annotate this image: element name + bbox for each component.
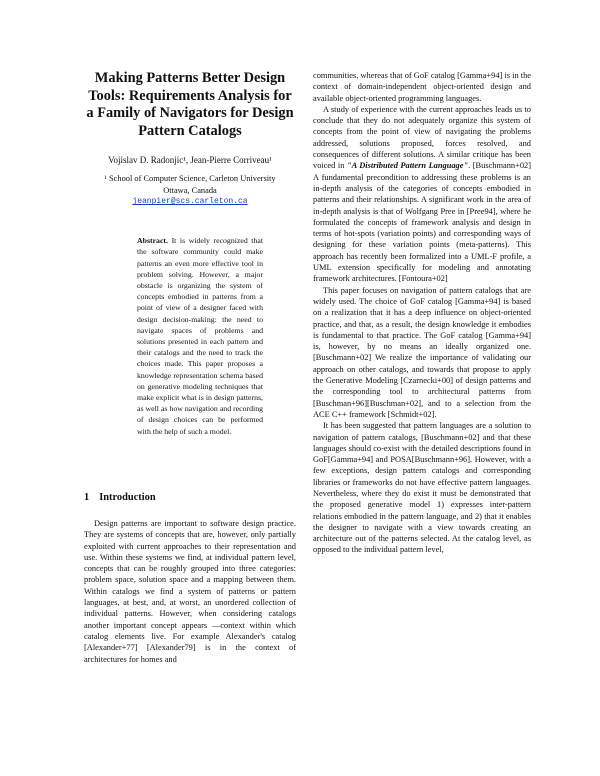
abstract-label: Abstract. bbox=[137, 236, 168, 246]
affiliation bbox=[84, 173, 296, 207]
paper-title: Making Patterns Better Design Tools: Requirements Analysis for a Family of Navigators for Design Pattern Catalogs bbox=[86, 70, 294, 139]
right-column bbox=[313, 70, 531, 556]
left-column-header bbox=[84, 70, 296, 437]
paragraph-study-start: A study of experience with the current approaches leads us to conclude that they do not adequately organize this system of concepts from the point of view of navigating the problems addressed, solutions proposed, forces resolved, and consequences of different solutions. A similar critique has been voiced in bbox=[313, 104, 531, 171]
paragraph-focus: This paper focuses on navigation of pattern catalogs that are widely used. The choice of GoF catalog [Gamma+94] is based on a realization that it has a deep influence on object-oriented practice, and that, as a result, the design knowledge it embodies is fundamental to that practice. The GoF catalog [Gamma+94] is, however, by no means an ideally organized one.[Buschmann+02] We realize the importance of validating our approach on other catalogs, and towards that propose to apply the Generative Modeling [Czarnecki+00] of design patterns and the corresponding tool to architectural patterns from [Buschman+96][Buschman+02], and to a selection from the ACE C++ framework [Schmidt+02]. bbox=[313, 285, 531, 419]
intro-paragraph: Design patterns are important to software design practice. They are systems of concepts that are, however, only partially exploited with current approaches to their representation and use. Within these systems we find, at individual pattern level, concepts that can be roughly grouped into three categories: problem space, solution space and a mapping between them. Within catalogs we find a system of patterns or pattern languages, at best, and, at worst, an unordered collection of individual patterns. However, when considering catalogs another important concept appears —context within which catalog elements live. For example Alexander's catalog [Alexander+77] [Alexander79] is in the context of architectures for homes and bbox=[84, 519, 296, 664]
affiliation-line-2: Ottawa, Canada bbox=[163, 185, 217, 195]
paragraph-continuation: communities, whereas that of GoF catalog [Gamma+94] is in the context of domain-independent object-oriented design and available object-oriented programming languages. bbox=[313, 71, 531, 103]
affiliation-line-1: ¹ School of Computer Science, Carleton University bbox=[104, 174, 276, 184]
author-list: Vojislav D. Radonjic¹, Jean-Pierre Corriveau¹ bbox=[108, 155, 272, 166]
paragraph-suggestion: It has been suggested that pattern languages are a solution to navigation of pattern catalogs, [Buschmann+02] and that these languages should co-exist with the detailed descriptions found in GoF[Gamma+94] and POSA[Buschmann+96]. However, with a few exceptions, design pattern catalogs and corresponding libraries or frameworks do not have effective pattern languages. Nevertheless, where they do exist it must be demonstrated that the proposed generative model 1) expresses inter-pattern relations embodied in the pattern language, and 2) that it enables the designer to navigate with a view towards creating an architecture out of the patterns selected. At the catalog level, as opposed to the individual pattern level, bbox=[313, 421, 531, 555]
paragraph-study-end: . [Buschmann+02] A fundamental precondition to addressing these problems is an in-depth analysis of the categories of concepts embodied in patterns and their relationships. A significant work in the area of in-depth analysis is that of Wolfgang Pree in [Pree94], where he formulated the concepts of framework analysis and design in terms of hot-spots (variation points) and corresponding ways of designing for these variation points (meta-patterns). This approach has recently been formalized into a UML-F profile, a UML extension specifically for modeling and annotating framework architectures. [Fontoura+02] bbox=[313, 161, 531, 284]
abstract bbox=[137, 235, 263, 437]
section-title: Introduction bbox=[99, 492, 156, 503]
section-heading bbox=[84, 492, 156, 503]
section-number: 1 bbox=[84, 492, 90, 503]
email-link[interactable]: jeanpier@scs.carleton.ca bbox=[132, 197, 248, 207]
cited-title: "A Distributed Pattern Language" bbox=[346, 161, 469, 171]
paragraph-study bbox=[313, 104, 531, 285]
abstract-text: It is widely recognized that the software community could make patterns an even more effective tool in problem solving. However, a major obstacle is organizing the system of concepts embodied in patterns from a point of view of a designer faced with design decision-making: the need to navigate spaces of problems and solutions presented in each pattern and their catalogs and the need to track the choices made. This paper proposes a knowledge representation schema based on generative modeling techniques that make explicit what is in design patterns, as well as how navigation and recording of design choices can be performed with the help of such a model. bbox=[137, 236, 263, 436]
